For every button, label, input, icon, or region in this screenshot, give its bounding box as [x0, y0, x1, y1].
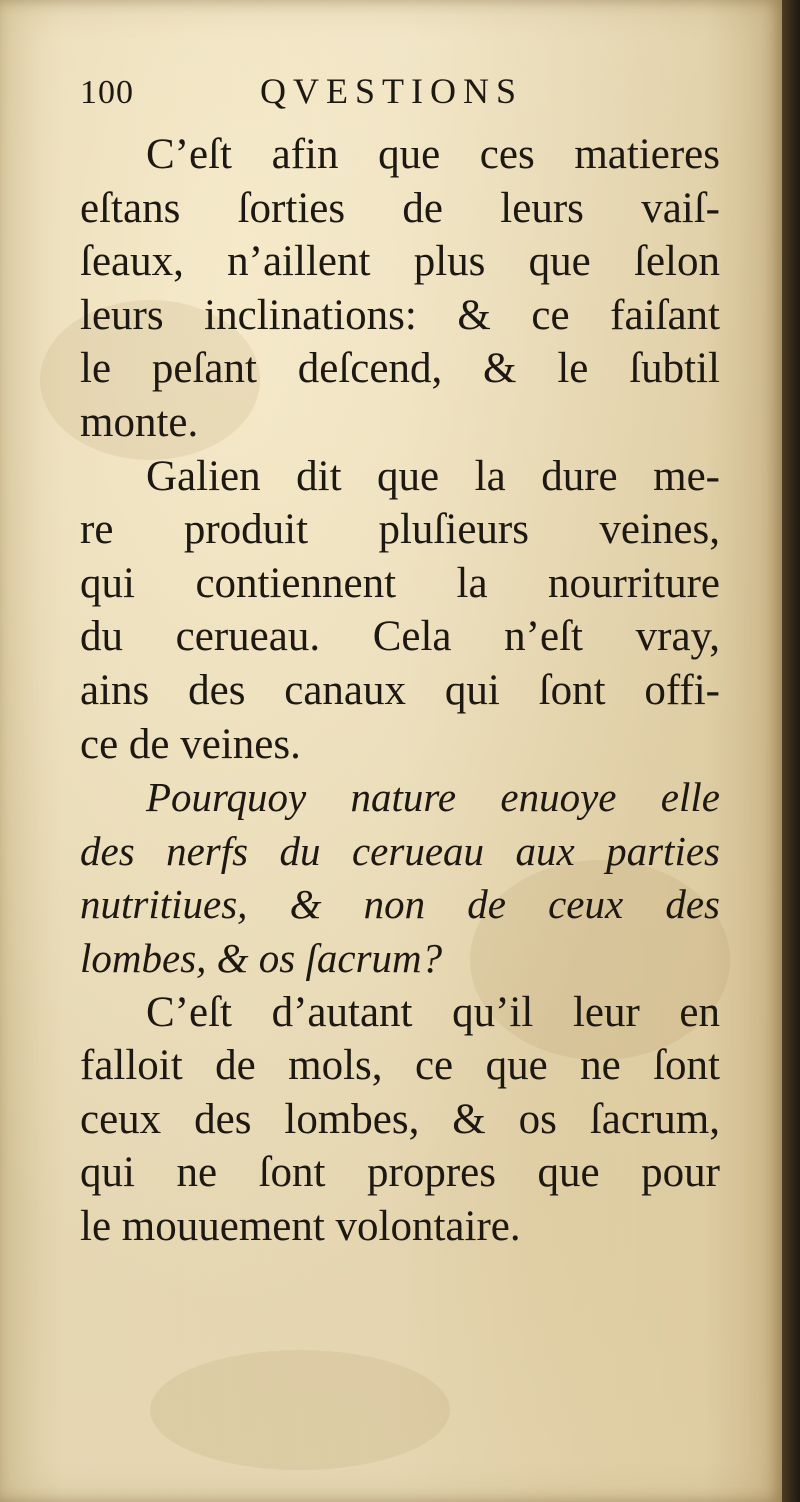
question-line: lombes, & os ſacrum? — [80, 934, 443, 981]
text-line: qui contiennent la nourriture — [80, 559, 720, 607]
text-line: ſeaux, n’aillent plus que ſelon — [80, 238, 720, 286]
galen-paragraph — [80, 450, 720, 772]
page-text — [80, 70, 720, 1253]
text-line: le mouuement volontaire. — [80, 1202, 521, 1250]
page-header — [80, 70, 720, 128]
text-line: du cerueau. Cela n’eſt vray, — [80, 613, 720, 661]
question-line: Pourquoy nature enuoye elle — [146, 774, 720, 821]
page-edge — [782, 0, 800, 1502]
answer-paragraph — [80, 986, 720, 1254]
paper-stain — [150, 1350, 450, 1470]
text-line: Galien dit que la dure me- — [146, 452, 720, 500]
text-line: leurs inclinations: & ce faiſant — [80, 291, 720, 339]
question-line: nutritiues, & non de ceux des — [80, 881, 720, 928]
text-line: falloit de mols, ce que ne ſont — [80, 1042, 720, 1090]
text-line: le peſant deſcend, & le ſubtil — [80, 345, 720, 393]
page-number: 100 — [80, 74, 134, 111]
text-line: re produit pluſieurs veines, — [80, 506, 720, 554]
text-line: ce de veines. — [80, 720, 301, 768]
text-line: qui ne ſont propres que pour — [80, 1149, 720, 1197]
text-line: eſtans ſorties de leurs vaiſ- — [80, 184, 720, 232]
question-paragraph — [80, 771, 720, 985]
text-line: ceux des lombes, & os ſacrum, — [80, 1095, 720, 1143]
text-line: monte. — [80, 398, 199, 446]
question-line: des nerfs du cerueau aux parties — [80, 827, 720, 874]
text-line: C’eſt afin que ces matieres — [146, 131, 720, 178]
text-line: C’eſt d’autant qu’il leur en — [146, 988, 720, 1036]
text-line: ains des canaux qui ſont offi- — [80, 666, 720, 714]
answer-paragraph — [80, 128, 720, 450]
running-head: QVESTIONS — [260, 71, 524, 111]
